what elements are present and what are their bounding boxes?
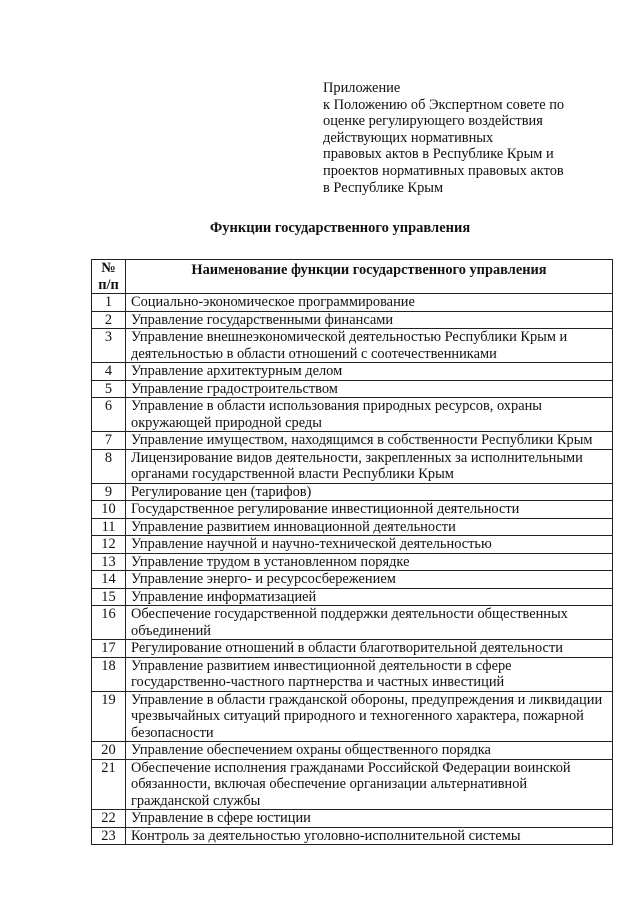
header-number: [92, 260, 126, 294]
row-number: 22: [92, 810, 126, 828]
row-function-name: Управление энерго- и ресурсосбережением: [126, 571, 613, 589]
table-row: [92, 398, 613, 432]
table-row: [92, 536, 613, 554]
table-row: [92, 810, 613, 828]
row-function-name: Контроль за деятельностью уголовно-исполнительной системы: [126, 827, 613, 845]
row-function-name: Управление архитектурным делом: [126, 363, 613, 381]
table-row: [92, 363, 613, 381]
table-row: [92, 827, 613, 845]
table-row: [92, 588, 613, 606]
row-function-name: Управление имуществом, находящимся в собственности Республики Крым: [126, 432, 613, 450]
row-number: 21: [92, 759, 126, 810]
row-function-name: Управление информатизацией: [126, 588, 613, 606]
document-title: Функции государственного управления: [209, 220, 471, 236]
row-function-name: Социально-экономическое программирование: [126, 294, 613, 312]
row-function-name: Обеспечение государственной поддержки деятельности общественных объединений: [126, 606, 613, 640]
row-function-name: Лицензирование видов деятельности, закрепленных за исполнительными органами государственной власти Республики Крым: [126, 449, 613, 483]
row-function-name: Управление государственными финансами: [126, 311, 613, 329]
row-function-name: Обеспечение исполнения гражданами Российской Федерации воинской обязанности, включая обеспечение организации альтернативной гражданской службы: [126, 759, 613, 810]
row-function-name: Управление развитием инвестиционной деятельности в сфере государственно-частного партнерства и частных инвестиций: [126, 657, 613, 691]
table-row: [92, 294, 613, 312]
header-function-name: Наименование функции государственного управления: [126, 260, 613, 294]
row-function-name: Управление научной и научно-технической деятельностью: [126, 536, 613, 554]
row-number: 5: [92, 380, 126, 398]
row-number: 23: [92, 827, 126, 845]
annex-line: в Республике Крым: [323, 179, 444, 196]
row-number: 8: [92, 449, 126, 483]
row-number: 3: [92, 329, 126, 363]
annex-line: действующих нормативных: [323, 129, 494, 146]
functions-table: [91, 259, 613, 845]
table-row: [92, 691, 613, 742]
row-number: 17: [92, 640, 126, 658]
table-row: [92, 501, 613, 519]
table-row: [92, 329, 613, 363]
row-function-name: Управление градостроительством: [126, 380, 613, 398]
row-number: 7: [92, 432, 126, 450]
row-number: 15: [92, 588, 126, 606]
table-row: [92, 640, 613, 658]
table-row: [92, 380, 613, 398]
row-function-name: Управление развитием инновационной деятельности: [126, 518, 613, 536]
row-number: 9: [92, 483, 126, 501]
annex-line: оценке регулирующего воздействия: [323, 113, 543, 130]
row-function-name: Регулирование отношений в области благотворительной деятельности: [126, 640, 613, 658]
row-number: 11: [92, 518, 126, 536]
header-number-line1: №: [101, 260, 116, 276]
table-row: [92, 553, 613, 571]
row-function-name: Государственное регулирование инвестиционной деятельности: [126, 501, 613, 519]
row-function-name: Управление трудом в установленном порядке: [126, 553, 613, 571]
table-row: [92, 571, 613, 589]
table-row: [92, 483, 613, 501]
table-row: [92, 759, 613, 810]
table-row: [92, 518, 613, 536]
row-function-name: Регулирование цен (тарифов): [126, 483, 613, 501]
row-number: 19: [92, 691, 126, 742]
row-number: 12: [92, 536, 126, 554]
annex-line: Приложение: [323, 80, 401, 96]
annex-note: [323, 80, 613, 196]
table-row: [92, 432, 613, 450]
row-function-name: Управление обеспечением охраны общественного порядка: [126, 742, 613, 760]
table-row: [92, 311, 613, 329]
row-number: 16: [92, 606, 126, 640]
row-number: 6: [92, 398, 126, 432]
annex-line: проектов нормативных правовых актов: [323, 162, 564, 179]
row-function-name: Управление внешнеэкономической деятельностью Республики Крым и деятельностью в области отношений с соотечественниками: [126, 329, 613, 363]
table-row: [92, 742, 613, 760]
annex-line: к Положению об Экспертном совете по: [323, 96, 565, 113]
row-function-name: Управление в области гражданской обороны, предупреждения и ликвидации чрезвычайных ситуаций природного и техногенного характера, пожарной безопасности: [126, 691, 613, 742]
row-number: 13: [92, 553, 126, 571]
row-function-name: Управление в области использования природных ресурсов, охраны окружающей природной среды: [126, 398, 613, 432]
table-body: [92, 294, 613, 845]
row-function-name: Управление в сфере юстиции: [126, 810, 613, 828]
row-number: 10: [92, 501, 126, 519]
row-number: 20: [92, 742, 126, 760]
row-number: 14: [92, 571, 126, 589]
header-number-line2: п/п: [98, 276, 119, 293]
annex-line: правовых актов в Республике Крым и: [323, 146, 554, 163]
row-number: 1: [92, 294, 126, 312]
table-row: [92, 657, 613, 691]
table-row: [92, 606, 613, 640]
row-number: 18: [92, 657, 126, 691]
table-header-row: [92, 260, 613, 294]
row-number: 4: [92, 363, 126, 381]
table-row: [92, 449, 613, 483]
row-number: 2: [92, 311, 126, 329]
